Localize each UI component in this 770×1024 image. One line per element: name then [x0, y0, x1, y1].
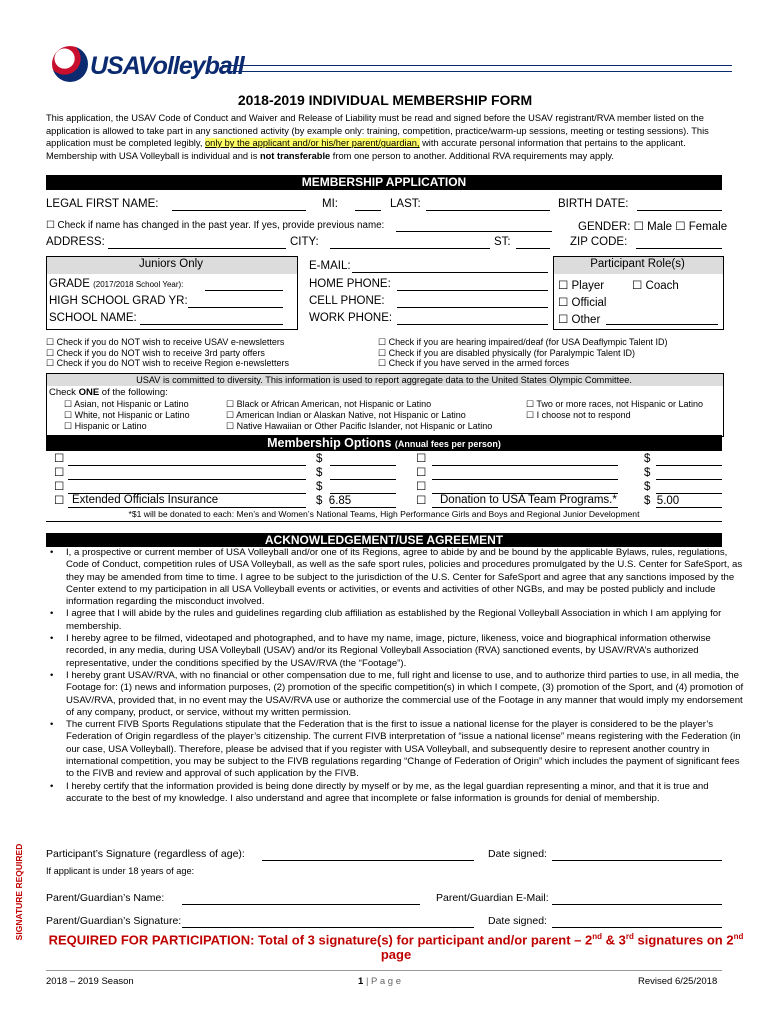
req-text-d: page	[380, 947, 412, 963]
option-1-price-field[interactable]	[330, 465, 396, 466]
option-4-dollar: $	[644, 453, 651, 465]
option-1-dollar: $	[316, 453, 323, 465]
option-2-price-field[interactable]	[330, 479, 396, 480]
option-6-price-field[interactable]	[656, 493, 722, 494]
grade-row	[49, 278, 183, 290]
membership-options-note: (Annual fees per person)	[394, 439, 501, 449]
official-label: Official	[571, 297, 607, 309]
email-field[interactable]	[352, 272, 548, 273]
extended-officials-label: Extended Officials Insurance	[72, 494, 219, 506]
race-white	[64, 410, 190, 421]
required-participation-notice	[46, 932, 746, 962]
hs-grad-label: HIGH SCHOOL GRAD YR:	[49, 295, 188, 307]
optout-usav	[46, 337, 289, 348]
acknowledgement-header: ACKNOWLEDGEMENT/USE AGREEMENT	[46, 533, 722, 547]
mi-label: MI:	[322, 198, 338, 210]
legal-first-name-label: LEGAL FIRST NAME:	[46, 198, 159, 210]
previous-name-field[interactable]	[396, 231, 552, 232]
options-bottom-rule	[46, 521, 722, 522]
footer-season: 2018 – 2019 Season	[46, 976, 134, 987]
option-5-checkbox[interactable]	[416, 466, 426, 480]
optout-third-party	[46, 348, 289, 359]
coach-checkbox[interactable]	[632, 280, 642, 292]
extended-dollar: $	[316, 495, 323, 507]
option-3-dollar: $	[316, 481, 323, 493]
other-checkbox[interactable]	[558, 314, 568, 326]
armed-forces	[378, 358, 668, 369]
intro-text-2: with accurate personal information that pertains to the applicant. Membership with USA Volleyball is individual and is	[46, 138, 686, 161]
official-checkbox[interactable]	[558, 297, 568, 309]
zip-field[interactable]	[636, 248, 722, 249]
male-label: Male	[647, 221, 673, 233]
option-4-checkbox[interactable]	[416, 452, 426, 466]
last-name-label: LAST:	[390, 198, 421, 210]
diversity-col-3	[526, 399, 703, 421]
option-1-checkbox[interactable]	[54, 452, 64, 466]
race-native-american-checkbox[interactable]	[226, 410, 234, 420]
school-name-field[interactable]	[140, 324, 283, 325]
race-hispanic-label: Hispanic or Latino	[74, 421, 147, 431]
options-checkboxes-right	[416, 452, 426, 508]
req-sup-rd: rd	[625, 932, 634, 941]
race-asian-checkbox[interactable]	[64, 399, 72, 409]
ack-bullet-fivb: • The current FIVB Sports Regulations stipulate that the Federation that is the first to issue a national license for the player is considered to be the player’s Federation of Origin regardless of the player’s citizenship. The current FIVB interpretation of “issue a national license” means registering with the Federation (in our case, USA Volleyball). Therefore, please be advised that if you register with USA Volleyball, and subsequently desire to represent another country in international competition, you may be subject to the FIVB regulations regarding “Change of Federation of Origin” which includes the payment of significant fees to the FIVB and review and approval of such application by the FIVB.	[56, 719, 746, 780]
donation-price-line	[656, 507, 722, 508]
option-5-price-field[interactable]	[656, 479, 722, 480]
option-3-checkbox[interactable]	[54, 480, 64, 494]
race-white-checkbox[interactable]	[64, 410, 72, 420]
cell-phone-label: CELL PHONE:	[309, 295, 385, 307]
gender-row	[578, 219, 727, 233]
official-role	[558, 295, 606, 309]
hearing-impaired-checkbox[interactable]	[378, 337, 386, 347]
participant-date-label: Date signed:	[488, 848, 547, 860]
donation-line	[432, 507, 618, 508]
zip-label: ZIP CODE:	[570, 236, 628, 248]
armed-forces-checkbox[interactable]	[378, 358, 386, 368]
participant-signature-label: Participant’s Signature (regardless of age):	[46, 848, 245, 860]
options-prices-left	[316, 452, 351, 508]
intro-paragraph	[46, 112, 722, 162]
usav-logo	[52, 46, 244, 86]
footer-page-label: | P a g e	[365, 976, 401, 987]
race-black-label: Black or African American, not Hispanic or Latino	[236, 399, 432, 409]
req-text-c: signatures on 2	[633, 932, 734, 948]
race-native-american-label: American Indian or Alaskan Native, not Hispanic or Latino	[236, 410, 466, 420]
optout-third-party-label: Check if you do NOT wish to receive 3rd party offers	[56, 347, 265, 358]
school-name-label: SCHOOL NAME:	[49, 312, 137, 324]
header-rule-top	[222, 65, 732, 66]
footer-revised: Revised 6/25/2018	[638, 976, 718, 987]
req-text-a: REQUIRED FOR PARTICIPATION: Total of 3 signature(s) for participant and/or parent – 2	[48, 932, 593, 948]
race-hispanic	[64, 421, 190, 432]
page-title: 2018-2019 INDIVIDUAL MEMBERSHIP FORM	[237, 92, 533, 108]
female-checkbox[interactable]	[675, 221, 685, 233]
coach-role	[632, 278, 679, 292]
name-changed-checkbox[interactable]	[46, 220, 55, 231]
state-field[interactable]	[516, 248, 550, 249]
name-changed-label: Check if name has changed in the past year. If yes, provide previous name:	[57, 220, 385, 231]
donation-footnote: *$1 will be donated to each: Men’s and Women’s National Teams, High Performance Girls and Boys and Regional Junior Development	[128, 509, 640, 519]
last-name-field[interactable]	[426, 210, 550, 211]
diversity-col-1	[64, 399, 190, 432]
mi-field[interactable]	[355, 210, 381, 211]
option-3-price-field[interactable]	[330, 493, 396, 494]
birth-date-label: BIRTH DATE:	[558, 198, 629, 210]
grade-label: GRADE	[49, 278, 90, 290]
donation-price-row	[644, 494, 679, 508]
participant-signature-field[interactable]	[262, 860, 474, 861]
donation-checkbox[interactable]	[416, 494, 426, 508]
optout-list	[46, 337, 289, 369]
donation-price: 5.00	[656, 495, 680, 507]
diversity-header: USAV is committed to diversity. This information is used to report aggregate data to the United States Olympic Committee.	[136, 375, 632, 385]
options-prices-right	[644, 452, 679, 508]
req-sup-nd: nd	[592, 932, 603, 941]
gender-label: GENDER:	[578, 221, 631, 233]
extended-officials-line	[68, 507, 306, 508]
hearing-impaired-label: Check if you are hearing impaired/deaf (for USA Deaflympic Talent ID)	[388, 337, 668, 347]
ack-bullet-filming: • I hereby agree to be filmed, videotaped and photographed, and to have my name, image, picture, likeness, voice and biographical information otherwise recorded, in any media, during USA Volleyball (USAV) and/or its Regional Volleyball Association (RVA) sanctioned events, by USAV/RVA’s authorized representative, under the conditions specified by the USAV/RVA (the “Footage”).	[56, 633, 746, 670]
race-native-american	[226, 410, 492, 421]
acknowledgement-list	[46, 547, 746, 805]
optout-region-label: Check if you do NOT wish to receive Region e-newsletters	[56, 358, 290, 368]
guardian-date-label: Date signed:	[488, 915, 547, 927]
ack-bullet-safesport: • I, a prospective or current member of USA Volleyball and/or one of its Regions, agree to abide by and be bound by the applicable Bylaws, rules, regulations, Code of Conduct, competition rules of USA Volleyball, as well as the safe sport rules, policies and procedures promulgated by the U.S. Center for SafeSport, as they may be amended from time to time. I agree to be subject to the jurisdiction of the U.S. Center for SafeSport and agree that any sanctions imposed by the Center extend to my participation in all USA Volleyball events or activities, or events and activities of other NGBs, and may be posted publicly and include information regarding the misconduct involved.	[56, 547, 746, 608]
option-4-price-field[interactable]	[656, 465, 722, 466]
intro-text-1: This application, the USAV Code of Conduct and Waiver and Release of Liability must be read and signed before the USAV registrant/RVA member listed on the application is allowed to take part in any sanctioned activity (by example only: training, competition, practice/warm-up sessions, meeting or testing sessions). This application must be completed legibly,	[46, 113, 709, 148]
participant-date-field[interactable]	[552, 860, 722, 861]
membership-options-title: Membership Options	[267, 436, 392, 450]
extended-officials-price-row	[316, 494, 351, 508]
option-2-checkbox[interactable]	[54, 466, 64, 480]
logo-text: USAVolleyball	[90, 52, 244, 80]
race-pacific-islander	[226, 421, 492, 432]
race-black-checkbox[interactable]	[226, 399, 234, 409]
grade-field[interactable]	[205, 290, 283, 291]
race-two-or-more-label: Two or more races, not Hispanic or Latino	[536, 399, 703, 409]
race-asian	[64, 399, 190, 410]
option-2-dollar: $	[316, 467, 323, 479]
req-sup-nd2: nd	[733, 932, 744, 941]
cell-phone-field[interactable]	[397, 307, 548, 308]
race-pacific-islander-label: Native Hawaiian or Other Pacific Islander, not Hispanic or Latino	[236, 421, 493, 431]
option-2-field[interactable]	[68, 479, 306, 480]
membership-application-header: MEMBERSHIP APPLICATION	[46, 175, 722, 190]
volleyball-logo-icon	[52, 46, 88, 82]
optout-region-checkbox[interactable]	[46, 358, 54, 368]
check-one-label	[49, 387, 168, 398]
check-suffix: of the following:	[99, 387, 168, 398]
extended-officials-checkbox[interactable]	[54, 494, 64, 508]
footer-page-number: 1	[358, 976, 364, 987]
extended-price-line	[330, 507, 396, 508]
option-5-dollar: $	[644, 467, 651, 479]
intro-bold: not transferable	[259, 150, 331, 161]
disabled-physically	[378, 348, 668, 359]
player-label: Player	[571, 280, 605, 292]
signature-required-side-label	[14, 838, 26, 946]
race-black	[226, 399, 492, 410]
legal-first-name-field[interactable]	[172, 210, 306, 211]
ack-bullet-certify: • I hereby certify that the information provided is being done directly by myself or by me, as the legal guardian representing a minor, and that it is true and accurate to the best of my knowledge. I also understand and agree that incomplete or false information is grounds for denial of membership.	[56, 781, 746, 806]
address-field[interactable]	[108, 248, 286, 249]
race-no-response-label: I choose not to respond	[536, 410, 631, 420]
other-role-field[interactable]	[606, 324, 718, 325]
option-4-field[interactable]	[432, 465, 618, 466]
option-1-field[interactable]	[68, 465, 306, 466]
extended-officials-price: 6.85	[328, 495, 352, 507]
guardian-name-label: Parent/Guardian’s Name:	[46, 892, 165, 904]
email-label: E-MAIL:	[309, 260, 351, 272]
ack-bullet-footage-license: • I hereby grant USAV/RVA, with no financial or other compensation due to me, full right and license to use, and to authorize third parties to use, in all media, the Footage for: (1) news and information purposes, (2) promotion of the specific competition(s) in which I compete, (3) promotion of the Sport, and (4) promotion of USAV/RVA, provided that, in no event may the USAV/RVA use or authorize the commercial use of the Footage in any manner that would imply my endorsement of any company, product, or service, without my written permission.	[56, 670, 746, 719]
other-label: Other	[571, 314, 601, 326]
options-checkboxes-left	[54, 452, 64, 508]
address-label: ADDRESS:	[46, 236, 105, 248]
race-hispanic-checkbox[interactable]	[64, 421, 72, 431]
participant-roles-label: Participant Role(s)	[590, 258, 685, 270]
req-text-b: & 3	[602, 932, 626, 948]
state-label: ST:	[494, 236, 511, 248]
race-no-response	[526, 410, 703, 421]
coach-label: Coach	[645, 280, 679, 292]
signature-required-text: SIGNATURE REQUIRED	[14, 843, 24, 941]
optout-usav-label: Check if you do NOT wish to receive USAV e-newsletters	[56, 337, 285, 347]
player-checkbox[interactable]	[558, 280, 568, 292]
guardian-signature-field[interactable]	[182, 927, 474, 928]
home-phone-field[interactable]	[397, 290, 548, 291]
birth-date-field[interactable]	[637, 210, 722, 211]
footer-rule	[46, 970, 722, 971]
optout-region	[46, 358, 289, 369]
race-two-or-more-checkbox[interactable]	[526, 399, 534, 409]
intro-highlight: only by the applicant and/or his/her parent/guardian,	[205, 138, 420, 148]
intro-text-3: from one person to another. Additional RVA requirements may apply.	[330, 150, 614, 161]
guardian-date-field[interactable]	[552, 927, 722, 928]
option-5-field[interactable]	[432, 479, 618, 480]
race-asian-label: Asian, not Hispanic or Latino	[74, 399, 189, 409]
disabled-physically-checkbox[interactable]	[378, 348, 386, 358]
player-role	[558, 278, 604, 292]
armed-forces-label: Check if you have served in the armed forces	[388, 358, 570, 368]
under-18-label: If applicant is under 18 years of age:	[46, 866, 195, 876]
header-rule-bottom	[222, 71, 732, 72]
optout-third-party-checkbox[interactable]	[46, 348, 54, 358]
check-one-bold: ONE	[78, 387, 100, 398]
hs-grad-field[interactable]	[188, 307, 283, 308]
optout-usav-checkbox[interactable]	[46, 337, 54, 347]
membership-options-header	[46, 435, 722, 451]
work-phone-field[interactable]	[397, 324, 548, 325]
guardian-name-field[interactable]	[182, 904, 420, 905]
female-label: Female	[688, 221, 728, 233]
option-6-dollar: $	[644, 481, 651, 493]
disabled-physically-label: Check if you are disabled physically (for Paralympic Talent ID)	[388, 347, 636, 358]
footer-page	[358, 976, 401, 987]
juniors-only-label: Juniors Only	[139, 258, 203, 270]
name-changed-row	[46, 220, 384, 231]
city-label: CITY:	[290, 236, 319, 248]
race-pacific-islander-checkbox[interactable]	[226, 421, 234, 431]
ack-bullet-club-affiliation: • I agree that I will abide by the rules and guidelines regarding club affiliation as established by the Regional Volleyball Association in which I am applying for membership.	[56, 608, 746, 633]
work-phone-label: WORK PHONE:	[309, 312, 393, 324]
donation-dollar: $	[644, 495, 651, 507]
option-6-checkbox[interactable]	[416, 480, 426, 494]
check-prefix: Check	[49, 387, 79, 398]
donation-label: Donation to USA Team Programs.*	[440, 494, 617, 506]
guardian-signature-label: Parent/Guardian’s Signature:	[46, 915, 182, 927]
talent-id-list	[378, 337, 668, 369]
diversity-col-2	[226, 399, 492, 432]
guardian-email-field[interactable]	[552, 904, 722, 905]
guardian-email-label: Parent/Guardian E-Mail:	[436, 892, 549, 904]
race-two-or-more	[526, 399, 703, 410]
city-field[interactable]	[330, 248, 490, 249]
home-phone-label: HOME PHONE:	[309, 278, 391, 290]
grade-note: (2017/2018 School Year):	[93, 280, 184, 289]
male-checkbox[interactable]	[634, 221, 644, 233]
other-role	[558, 312, 600, 326]
race-white-label: White, not Hispanic or Latino	[74, 410, 190, 420]
hearing-impaired	[378, 337, 668, 348]
race-no-response-checkbox[interactable]	[526, 410, 534, 420]
